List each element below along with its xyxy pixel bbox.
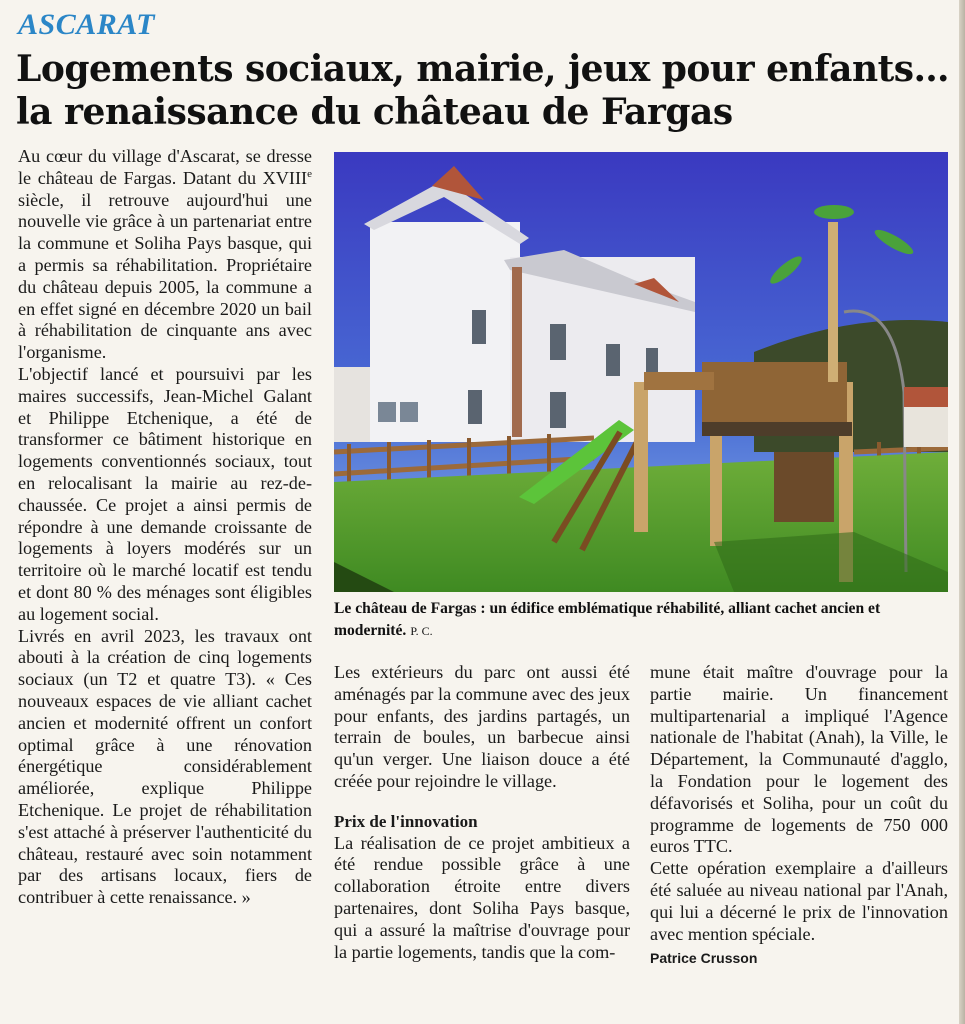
paragraph-award: Cette opération exemplaire a d'ailleurs été saluée au niveau national par l'Anah, qui lui a décerné le prix de l'innovation avec mention spéciale. [650, 858, 948, 944]
paragraph-objective: L'objectif lancé et poursuivi par les maires successifs, Jean-Michel Galant et Philippe Etchenique, a été de transformer ce bâtiment historique en logements conventionnés sociaux, tout en relocalisant la mairie au rez-de-chaussée. Ce projet a ainsi permis de répondre à une demande croissante de logements à loyers modérés sur un territoire où le marché locatif est tendu et dont 80 % des ménages sont éligibles au logement social. [18, 363, 312, 624]
chateau-photo [334, 152, 948, 592]
intro-text-a: Au cœur du village d'Ascarat, se dresse le château de Fargas. Datant du XVIII [18, 146, 312, 188]
article-headline: Logements sociaux, mairie, jeux pour enfants… la renaissance du château de Fargas [16, 48, 950, 133]
article-column-1 [18, 146, 312, 909]
photo-credit: P. C. [410, 624, 433, 638]
paragraph-collaboration: La réalisation de ce projet ambitieux a été rendue possible grâce à une collaboration étroite entre divers partenaires, dont Soliha Pays basque, qui a assuré la maîtrise d'ouvrage pour la partie logements, tandis que la com- [334, 832, 630, 962]
caption-text: Le château de Fargas : un édifice emblématique réhabilité, alliant cachet ancien et modernité. [334, 600, 881, 639]
section-rubric: ASCARAT [18, 8, 155, 41]
photo-caption [334, 598, 948, 642]
subheading-prix-innovation: Prix de l'innovation [334, 811, 478, 831]
page-edge [959, 0, 965, 1024]
century-superscript: e [307, 167, 312, 180]
article-column-3 [650, 662, 948, 970]
paragraph-funding: mune était maître d'ouvrage pour la partie mairie. Un financement multipartenarial a impliqué l'Agence nationale de l'habitat (Anah), la Ville, le Département, la Communauté d'agglo, la Fondation pour le logement des défavorisés et Soliha, pour un coût du programme de logements de 750 000 euros TTC. [650, 662, 948, 857]
article-column-2 [334, 662, 630, 963]
intro-text-b: siècle, il retrouve aujourd'hui une nouvelle vie grâce à un partenariat entre la commune et Soliha Pays basque, qui a permis sa réhabilitation. Propriétaire du château depuis 2005, la commune a en effet signé en décembre 2020 un bail à réhabilitation de cinquante ans avec l'organisme. [18, 189, 312, 363]
author-byline: Patrice Crusson [650, 950, 758, 967]
chateau-playground-illustration [334, 152, 948, 592]
paragraph-intro [18, 146, 312, 364]
paragraph-park: Les extérieurs du parc ont aussi été aménagés par la commune avec des jeux pour enfants, des jardins partagés, un terrain de boules, un barbecue ainsi qu'un verger. Une liaison douce a été créée pour rejoindre le village. [334, 662, 630, 791]
paragraph-works: Livrés en avril 2023, les travaux ont abouti à la création de cinq logements sociaux (un T2 et quatre T3). « Ces nouveaux espaces de vie alliant cachet ancien et modernité offrent un confort optimal grâce à une rénovation énergétique considérablement améliorée, explique Philippe Etchenique. Le projet de réhabilitation s'est attaché à préserver l'authenticité du château, restauré avec soin notamment par des artisans locaux, fiers de contribuer à cette renaissance. » [18, 625, 312, 908]
